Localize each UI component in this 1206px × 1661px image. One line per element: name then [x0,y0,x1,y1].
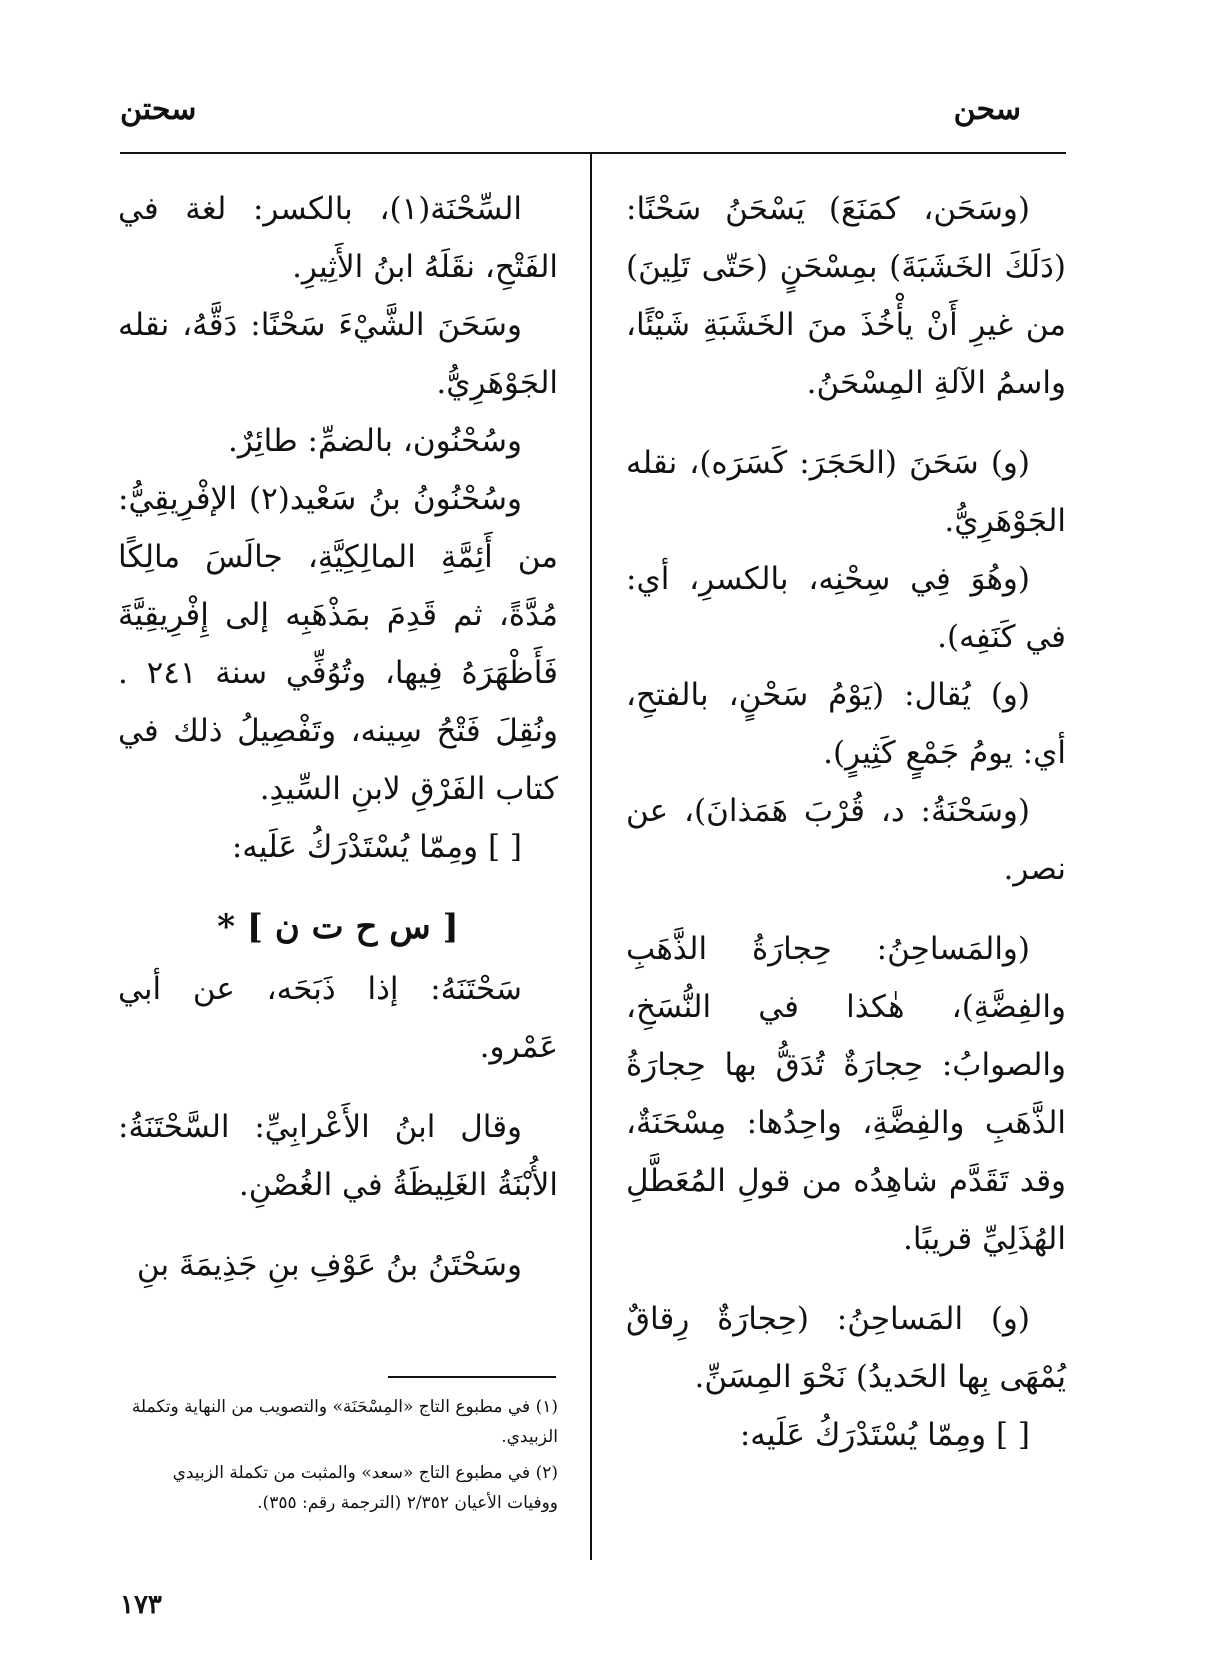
entry-paragraph: وسُحْنُونُ بنُ سَعْيد(٢) الإفْرِيقِيُّ: من أَئِمَّةِ المالِكِيَّةِ، جالَسَ مالِكًا مُدَّةً، ثم قَدِمَ بمَذْهَبِه إلى إِفْرِيقِيَّةَ فَأَظْهَرَهُ فِيها، وتُوُفِّي سنة ٢٤١ . ونُقِلَ فَتْحُ سِينه، وتَفْصِيلُ ذلك في كتاب الفَرْقِ لابنِ السِّيدِ. [118,481,558,807]
footnotes [118,1392,558,1524]
entry-paragraph: (وسَحَن، كمَنَعَ) يَسْحَنُ سَحْنًا: (دَلَكَ الخَشَبَةَ) بمِسْحَنٍ (حَتّى تَلِينَ) من غيرِ أَنْ يأْخُذَ منَ الخَشَبَةِ شَيْئًا، واسمُ الآلةِ المِسْحَنُ. [626,191,1066,401]
addendum-line: [ ] ومِمّا يُسْتَدْرَكُ عَلَيه: [739,1417,1030,1453]
addendum-line: [ ] ومِمّا يُسْتَدْرَكُ عَلَيه: [231,829,522,865]
entry-paragraph: (و) يُقال: (يَوْمُ سَحْنٍ، بالفتحِ، أي: يومُ جَمْعٍ كَثِيرٍ). [626,677,1066,771]
left-column [118,180,558,1294]
entry-paragraph: وسُحْنُون، بالضمِّ: طائِرٌ. [228,423,522,459]
entry-paragraph: (والمَساحِنُ: حِجارَةُ الذَّهَبِ والفِضَّةِ)، هٰكذا في النُّسَخِ، والصوابُ: حِجارَةٌ تُدَقُّ بها حِجارَةُ الذَّهَبِ والفِضَّةِ، واحِدُها: مِسْحَنَةٌ، وقد تَقَدَّم شاهِدُه من قولِ المُعَطَّلِ الهُذَلِيِّ قريبًا. [626,931,1066,1257]
running-header-left: سحتن [120,92,197,127]
entry-paragraph: وقال ابنُ الأَعْرابِيِّ: السَّحْتَنَةُ: الأُبْنَةُ الغَلِيظَةُ في الغُصْنِ. [118,1109,558,1203]
entry-paragraph: (و) المَساحِنُ: (حِجارَةٌ رِقاقٌ يُمْهَى بِها الحَديدُ) نَحْوَ المِسَنِّ. [626,1301,1066,1395]
column-divider [590,154,592,1560]
entry-paragraph: وسَحَنَ الشَّيْءَ سَحْنًا: دَقَّهُ، نقله الجَوْهَرِيُّ. [118,307,558,401]
root-heading: [ س ح ت ن ] * [217,907,459,947]
entry-paragraph: (وسَحْنَةُ: د، قُرْبَ هَمَذانَ)، عن نصر. [626,793,1066,887]
page-number: ١٧٣ [120,1590,162,1620]
footnote-rule [388,1376,556,1378]
footnote: (١) في مطبوع التاج «المِسْحَنَة» والتصويب من النهاية وتكملة الزبيدي. [131,1397,558,1447]
entry-paragraph: وسَحْتَنُ بنُ عَوْفِ بنِ جَذِيمَةَ بنِ [136,1247,522,1283]
running-header-right: سحن [953,92,1021,127]
footnote: (٢) في مطبوع التاج «سعد» والمثبت من تكملة الزبيدي ووفيات الأعيان ٢/٣٥٢ (الترجمة رقم: ٣٥٥). [172,1463,558,1513]
entry-paragraph: (و) سَحَنَ (الحَجَرَ: كَسَرَه)، نقله الجَوْهَرِيُّ. [626,445,1066,539]
right-column [626,180,1066,1464]
entry-paragraph: السِّحْنَة(١)، بالكسر: لغة في الفَتْحِ، نقَلَهُ ابنُ الأَثِيرِ. [118,191,558,285]
entry-paragraph: سَحْتَنَهُ: إذا ذَبَحَه، عن أبي عَمْرو. [118,971,558,1065]
entry-paragraph: (وهُوَ فِي سِحْنِه، بالكسرِ، أي: في كَنَفِه). [626,561,1066,655]
header-rule [120,152,1066,154]
